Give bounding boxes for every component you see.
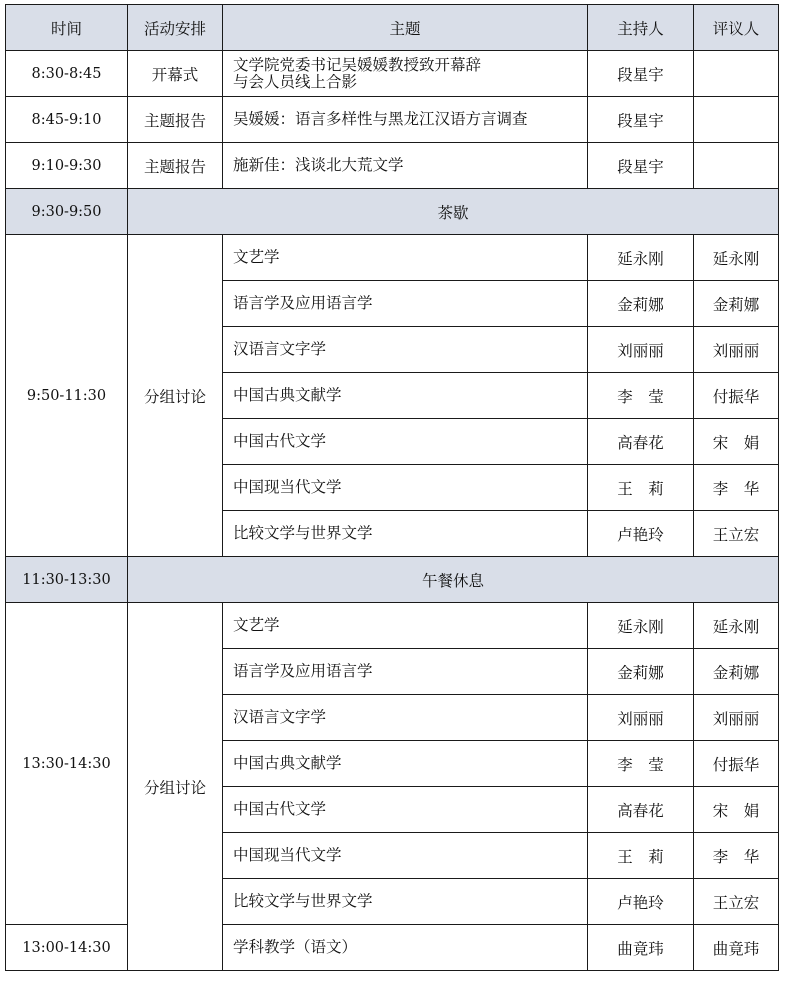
activity-cell: 开幕式 [128, 51, 223, 97]
topic-cell: 中国古典文献学 [223, 373, 588, 419]
topic-cell: 学科教学（语文） [223, 925, 588, 971]
table-row [6, 603, 779, 649]
topic-cell: 中国现当代文学 [223, 465, 588, 511]
reviewer-cell: 宋 娟 [694, 419, 779, 465]
reviewer-cell: 宋 娟 [694, 787, 779, 833]
host-cell: 王 莉 [588, 833, 694, 879]
time-cell: 8:45-9:10 [6, 97, 128, 143]
host-cell: 高春花 [588, 419, 694, 465]
reviewer-cell [694, 97, 779, 143]
reviewer-cell [694, 51, 779, 97]
host-cell: 高春花 [588, 787, 694, 833]
topic-line: 与会人员线上合影 [233, 72, 358, 91]
host-cell: 卢艳玲 [588, 511, 694, 557]
reviewer-cell: 曲竟玮 [694, 925, 779, 971]
host-cell: 李 莹 [588, 373, 694, 419]
host-cell: 李 莹 [588, 741, 694, 787]
host-cell: 金莉娜 [588, 281, 694, 327]
activity-cell: 主题报告 [128, 143, 223, 189]
topic-cell: 汉语言文字学 [223, 695, 588, 741]
topic-cell: 中国古代文学 [223, 787, 588, 833]
header-row [6, 5, 779, 51]
reviewer-cell [694, 143, 779, 189]
topic-cell: 中国现当代文学 [223, 833, 588, 879]
time-cell: 8:30-8:45 [6, 51, 128, 97]
host-cell: 延永刚 [588, 235, 694, 281]
topic-cell: 中国古典文献学 [223, 741, 588, 787]
reviewer-cell: 李 华 [694, 833, 779, 879]
time-cell: 11:30-13:30 [6, 557, 128, 603]
table-row [6, 143, 779, 189]
break-row-tea [6, 189, 779, 235]
topic-cell: 吴媛媛：语言多样性与黑龙江汉语方言调查 [223, 97, 588, 143]
reviewer-cell: 刘丽丽 [694, 695, 779, 741]
reviewer-cell: 刘丽丽 [694, 327, 779, 373]
host-cell: 段星宇 [588, 51, 694, 97]
reviewer-cell: 李 华 [694, 465, 779, 511]
reviewer-cell: 付振华 [694, 741, 779, 787]
session-time-cell: 13:30-14:30 [6, 603, 128, 925]
break-label: 茶歇 [128, 189, 779, 235]
host-cell: 延永刚 [588, 603, 694, 649]
topic-line: 文学院党委书记吴媛媛教授致开幕辞 [233, 55, 482, 74]
header-reviewer: 评议人 [694, 5, 779, 51]
topic-cell: 文艺学 [223, 603, 588, 649]
table-row [6, 235, 779, 281]
session-activity-cell: 分组讨论 [128, 603, 223, 971]
header-topic: 主题 [223, 5, 588, 51]
table-row [6, 925, 779, 971]
table-row [6, 51, 779, 97]
topic-cell: 语言学及应用语言学 [223, 281, 588, 327]
table-row [6, 97, 779, 143]
break-label: 午餐休息 [128, 557, 779, 603]
host-cell: 段星宇 [588, 97, 694, 143]
reviewer-cell: 延永刚 [694, 235, 779, 281]
reviewer-cell: 金莉娜 [694, 281, 779, 327]
host-cell: 刘丽丽 [588, 695, 694, 741]
topic-cell: 比较文学与世界文学 [223, 511, 588, 557]
time-cell: 13:00-14:30 [6, 925, 128, 971]
host-cell: 王 莉 [588, 465, 694, 511]
reviewer-cell: 延永刚 [694, 603, 779, 649]
reviewer-cell: 王立宏 [694, 879, 779, 925]
session-activity-cell: 分组讨论 [128, 235, 223, 557]
host-cell: 段星宇 [588, 143, 694, 189]
host-cell: 曲竟玮 [588, 925, 694, 971]
host-cell: 卢艳玲 [588, 879, 694, 925]
session-time-cell: 9:50-11:30 [6, 235, 128, 557]
topic-cell: 施新佳：浅谈北大荒文学 [223, 143, 588, 189]
time-cell: 9:10-9:30 [6, 143, 128, 189]
header-time: 时间 [6, 5, 128, 51]
time-cell: 9:30-9:50 [6, 189, 128, 235]
reviewer-cell: 王立宏 [694, 511, 779, 557]
host-cell: 刘丽丽 [588, 327, 694, 373]
topic-cell: 比较文学与世界文学 [223, 879, 588, 925]
topic-cell: 中国古代文学 [223, 419, 588, 465]
schedule-table [5, 4, 779, 971]
reviewer-cell: 付振华 [694, 373, 779, 419]
reviewer-cell: 金莉娜 [694, 649, 779, 695]
break-row-lunch [6, 557, 779, 603]
activity-cell: 主题报告 [128, 97, 223, 143]
topic-cell [223, 51, 588, 97]
topic-cell: 语言学及应用语言学 [223, 649, 588, 695]
header-host: 主持人 [588, 5, 694, 51]
topic-cell: 汉语言文字学 [223, 327, 588, 373]
header-activity: 活动安排 [128, 5, 223, 51]
topic-cell: 文艺学 [223, 235, 588, 281]
host-cell: 金莉娜 [588, 649, 694, 695]
